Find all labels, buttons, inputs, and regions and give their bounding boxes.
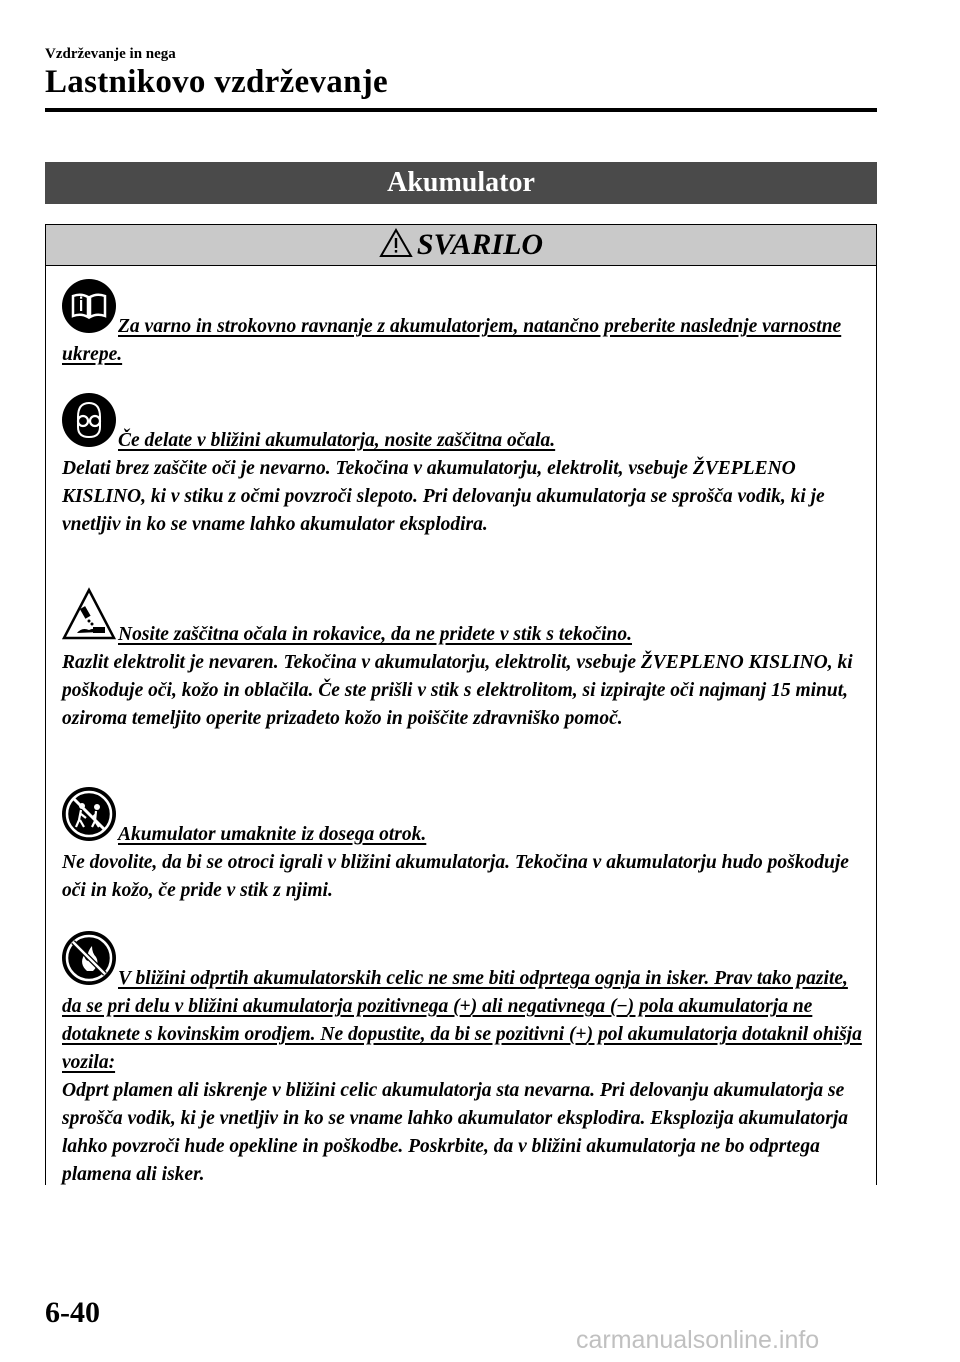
body-no-children: Ne dovolite, da bi se otroci igrali v bližini akumulatorja. Tekočina v akumulatorju hudo poškoduje oči in kožo, če pride v stik z njimi. — [62, 852, 849, 901]
paragraph-corrosive — [62, 621, 862, 733]
section-title: Akumulator — [45, 162, 877, 204]
lead-corrosive: Nosite zaščitna očala in rokavice, da ne pridete v stik s tekočino. — [118, 624, 632, 645]
lead-no-open-flame-part-3: ) pola akumulatorja ne dotaknete s kovinskim orodjem. Ne dopustite, da bi se pozitivni ( — [62, 996, 813, 1045]
body-safety-glasses: Delati brez zaščite oči je nevarno. Tekočina v akumulatorju, elektrolit, vsebuje ŽVEPLENO KISLINO, ki v stiku z očmi povzroči slepoto. Pri delovanju akumulatorja se sprošča vodik, ki je vnetljiv in ko se vname lahko akumulator eksplodira. — [62, 458, 825, 535]
lead-no-open-flame-part-1: V bližini odprtih akumulatorskih celic ne sme biti odprtega ognja in isker. Prav tako pazite, da se pri delu v bližini akumulatorja pozitivnega ( — [62, 968, 848, 1017]
body-no-open-flame: Odprt plamen ali iskrenje v bližini celic akumulatorja sta nevarna. Pri delovanju akumulatorja se sprošča vodik, ki je vnetljiv in ko se vname lahko akumulator eksplodira. Eksplozija akumulatorja lahko povzroči hude opekline in poškodbe. Poskrbite, da v bližini akumulatorja ne bo odprtega plamena ali isker. — [62, 1080, 849, 1185]
page-number: 6-40 — [45, 1296, 100, 1329]
header-divider — [45, 108, 877, 112]
warning-heading-label: SVARILO — [416, 228, 544, 261]
plus-symbol: + — [459, 996, 471, 1017]
paragraph-no-children — [62, 821, 862, 905]
lead-no-open-flame-part-4: ) pol akumulatorja dotaknil ohišja vozila: — [62, 1024, 862, 1073]
minus-symbol: − — [616, 996, 628, 1017]
paragraph-read-manual — [62, 313, 862, 369]
lead-safety-glasses: Če delate v bližini akumulatorja, nosite zaščitna očala. — [118, 430, 556, 451]
paragraph-no-open-flame — [62, 965, 862, 1189]
lead-no-open-flame-part-2: ) ali negativnega ( — [470, 996, 617, 1017]
plus-symbol: + — [575, 1024, 587, 1045]
body-corrosive: Razlit elektrolit je nevaren. Tekočina v akumulatorju, elektrolit, vsebuje ŽVEPLENO KISLINO, ki poškoduje oči, kožo in oblačila. Če ste prišli v stik s elektrolitom, si izpirajte oči najmanj 15 minut, oziroma temeljito operite prizadeto kožo in poiščite zdravniško pomoč. — [62, 652, 853, 729]
warning-box — [45, 224, 877, 1185]
chapter-subtitle: Vzdrževanje in nega — [45, 46, 176, 62]
lead-no-open-flame — [62, 968, 862, 1073]
lead-read-manual: Za varno in strokovno ravnanje z akumulatorjem, natančno preberite naslednje varnostne ukrepe. — [62, 316, 842, 365]
watermark-text: carmanualsonline.info — [576, 1326, 820, 1354]
chapter-title: Lastnikovo vzdrževanje — [45, 64, 388, 100]
paragraph-safety-glasses — [62, 427, 862, 539]
warning-triangle-icon — [379, 228, 413, 258]
warning-heading — [46, 225, 876, 266]
lead-no-children: Akumulator umaknite iz dosega otrok. — [118, 824, 427, 845]
